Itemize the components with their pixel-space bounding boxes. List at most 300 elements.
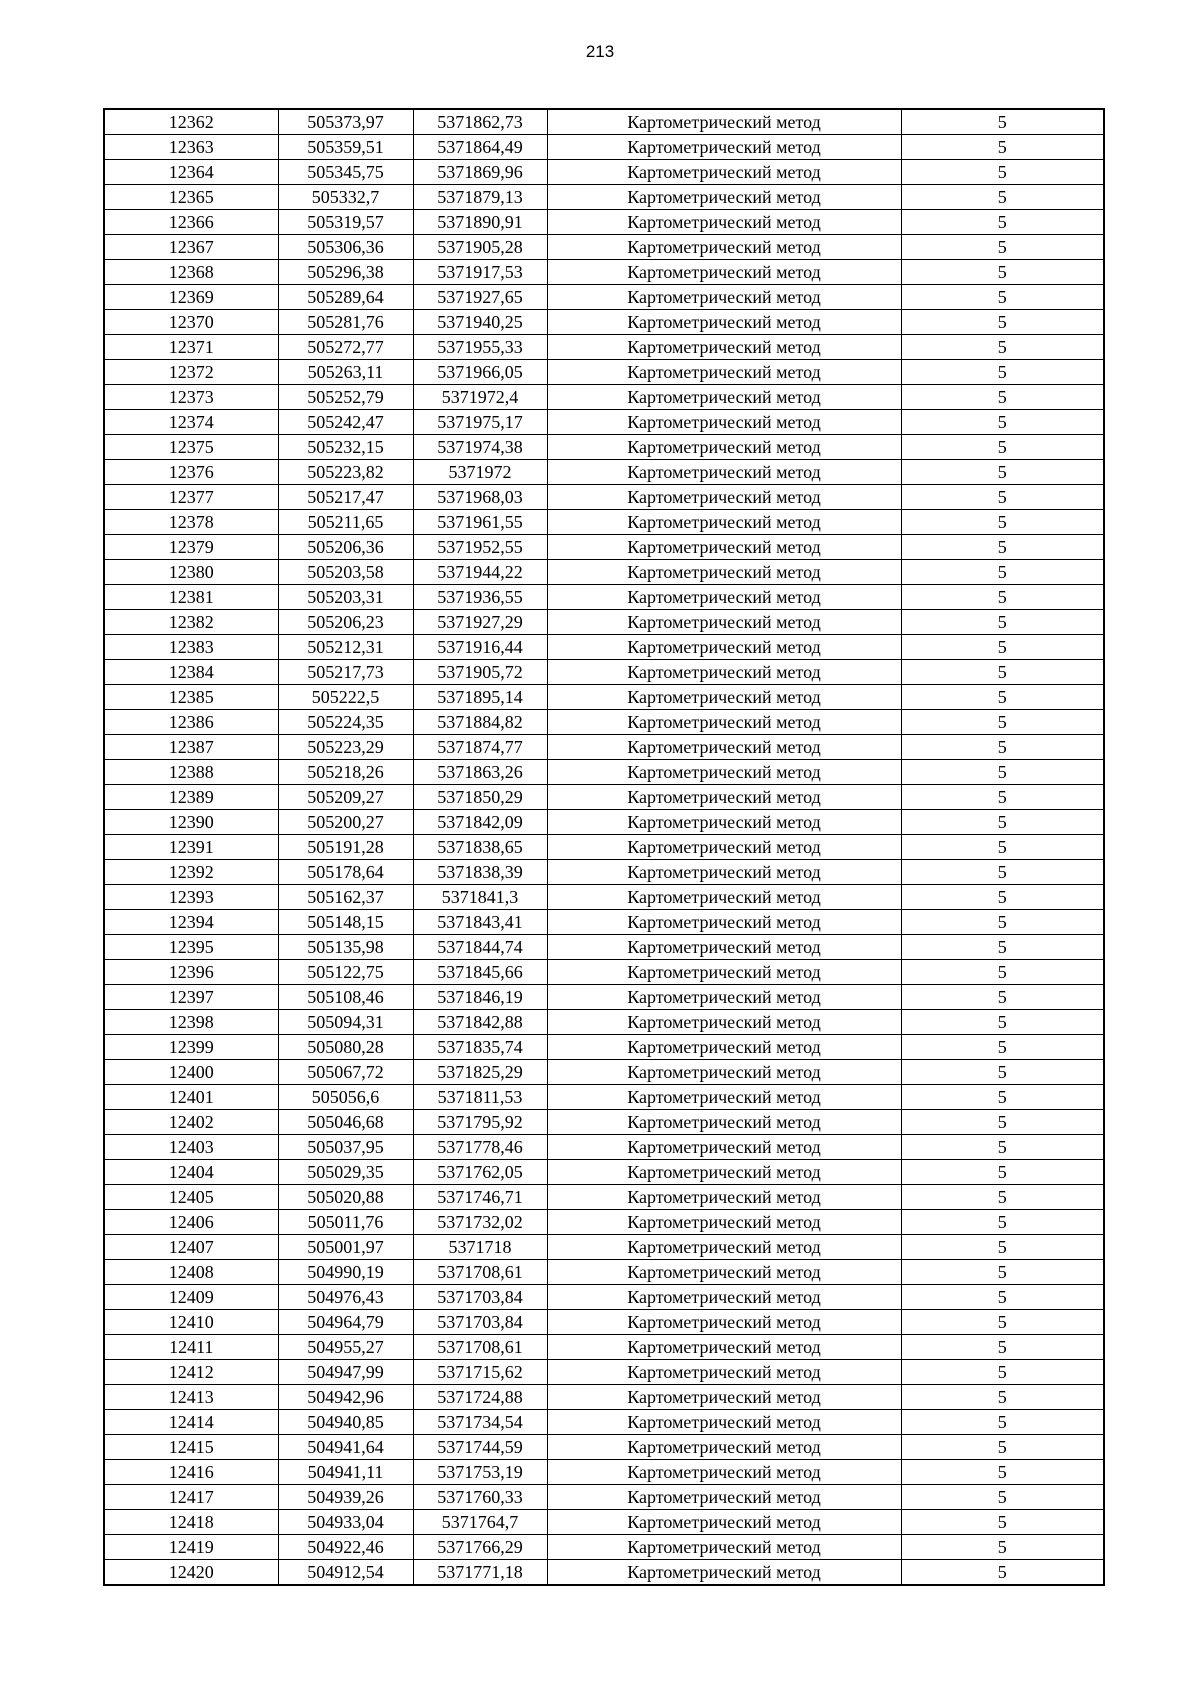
table-row: [104, 1185, 1104, 1210]
method-cell: Картометрический метод: [547, 385, 901, 410]
y-coordinate-cell: 5371843,41: [413, 910, 547, 935]
point-number-cell: 12407: [104, 1235, 278, 1260]
method-cell: Картометрический метод: [547, 635, 901, 660]
table-row: [104, 1360, 1104, 1385]
x-coordinate-cell: 505067,72: [278, 1060, 413, 1085]
point-number-cell: 12365: [104, 185, 278, 210]
table-row: [104, 1010, 1104, 1035]
method-cell: Картометрический метод: [547, 1410, 901, 1435]
method-cell: Картометрический метод: [547, 785, 901, 810]
table-row: [104, 435, 1104, 460]
y-coordinate-cell: 5371972,4: [413, 385, 547, 410]
table-row: [104, 1135, 1104, 1160]
table-row: [104, 410, 1104, 435]
method-cell: Картометрический метод: [547, 360, 901, 385]
y-coordinate-cell: 5371862,73: [413, 109, 547, 135]
point-number-cell: 12413: [104, 1385, 278, 1410]
accuracy-cell: 5: [901, 710, 1104, 735]
accuracy-cell: 5: [901, 1210, 1104, 1235]
method-cell: Картометрический метод: [547, 310, 901, 335]
point-number-cell: 12371: [104, 335, 278, 360]
y-coordinate-cell: 5371845,66: [413, 960, 547, 985]
table-row: [104, 610, 1104, 635]
y-coordinate-cell: 5371966,05: [413, 360, 547, 385]
y-coordinate-cell: 5371952,55: [413, 535, 547, 560]
point-number-cell: 12414: [104, 1410, 278, 1435]
y-coordinate-cell: 5371884,82: [413, 710, 547, 735]
point-number-cell: 12391: [104, 835, 278, 860]
point-number-cell: 12417: [104, 1485, 278, 1510]
table-row: [104, 1110, 1104, 1135]
accuracy-cell: 5: [901, 1410, 1104, 1435]
x-coordinate-cell: 505242,47: [278, 410, 413, 435]
method-cell: Картометрический метод: [547, 1235, 901, 1260]
table-row: [104, 1560, 1104, 1586]
point-number-cell: 12385: [104, 685, 278, 710]
table-row: [104, 1060, 1104, 1085]
x-coordinate-cell: 505211,65: [278, 510, 413, 535]
method-cell: Картометрический метод: [547, 185, 901, 210]
table-row: [104, 1035, 1104, 1060]
accuracy-cell: 5: [901, 860, 1104, 885]
point-number-cell: 12377: [104, 485, 278, 510]
accuracy-cell: 5: [901, 435, 1104, 460]
x-coordinate-cell: 504933,04: [278, 1510, 413, 1535]
y-coordinate-cell: 5371863,26: [413, 760, 547, 785]
y-coordinate-cell: 5371927,65: [413, 285, 547, 310]
table-row: [104, 1310, 1104, 1335]
table-row: [104, 860, 1104, 885]
accuracy-cell: 5: [901, 310, 1104, 335]
point-number-cell: 12366: [104, 210, 278, 235]
accuracy-cell: 5: [901, 460, 1104, 485]
x-coordinate-cell: 505223,29: [278, 735, 413, 760]
y-coordinate-cell: 5371864,49: [413, 135, 547, 160]
table-row: [104, 485, 1104, 510]
accuracy-cell: 5: [901, 1085, 1104, 1110]
table-row: [104, 335, 1104, 360]
x-coordinate-cell: 505029,35: [278, 1160, 413, 1185]
method-cell: Картометрический метод: [547, 460, 901, 485]
table-row: [104, 760, 1104, 785]
method-cell: Картометрический метод: [547, 685, 901, 710]
accuracy-cell: 5: [901, 635, 1104, 660]
table-row: [104, 1210, 1104, 1235]
x-coordinate-cell: 505135,98: [278, 935, 413, 960]
table-row: [104, 785, 1104, 810]
point-number-cell: 12387: [104, 735, 278, 760]
accuracy-cell: 5: [901, 960, 1104, 985]
point-number-cell: 12372: [104, 360, 278, 385]
method-cell: Картометрический метод: [547, 285, 901, 310]
x-coordinate-cell: 505148,15: [278, 910, 413, 935]
accuracy-cell: 5: [901, 1260, 1104, 1285]
x-coordinate-cell: 505209,27: [278, 785, 413, 810]
x-coordinate-cell: 505252,79: [278, 385, 413, 410]
y-coordinate-cell: 5371968,03: [413, 485, 547, 510]
table-row: [104, 160, 1104, 185]
method-cell: Картометрический метод: [547, 435, 901, 460]
accuracy-cell: 5: [901, 235, 1104, 260]
point-number-cell: 12410: [104, 1310, 278, 1335]
accuracy-cell: 5: [901, 1185, 1104, 1210]
x-coordinate-cell: 504940,85: [278, 1410, 413, 1435]
accuracy-cell: 5: [901, 985, 1104, 1010]
point-number-cell: 12399: [104, 1035, 278, 1060]
point-number-cell: 12390: [104, 810, 278, 835]
table-row: [104, 660, 1104, 685]
x-coordinate-cell: 504964,79: [278, 1310, 413, 1335]
accuracy-cell: 5: [901, 210, 1104, 235]
accuracy-cell: 5: [901, 1035, 1104, 1060]
point-number-cell: 12420: [104, 1560, 278, 1586]
y-coordinate-cell: 5371715,62: [413, 1360, 547, 1385]
point-number-cell: 12388: [104, 760, 278, 785]
y-coordinate-cell: 5371895,14: [413, 685, 547, 710]
y-coordinate-cell: 5371718: [413, 1235, 547, 1260]
table-row: [104, 109, 1104, 135]
y-coordinate-cell: 5371841,3: [413, 885, 547, 910]
y-coordinate-cell: 5371944,22: [413, 560, 547, 585]
accuracy-cell: 5: [901, 910, 1104, 935]
y-coordinate-cell: 5371762,05: [413, 1160, 547, 1185]
accuracy-cell: 5: [901, 285, 1104, 310]
point-number-cell: 12401: [104, 1085, 278, 1110]
point-number-cell: 12362: [104, 109, 278, 135]
method-cell: Картометрический метод: [547, 1310, 901, 1335]
y-coordinate-cell: 5371703,84: [413, 1285, 547, 1310]
table-row: [104, 1460, 1104, 1485]
x-coordinate-cell: 504941,64: [278, 1435, 413, 1460]
table-row: [104, 685, 1104, 710]
accuracy-cell: 5: [901, 1010, 1104, 1035]
point-number-cell: 12408: [104, 1260, 278, 1285]
accuracy-cell: 5: [901, 535, 1104, 560]
point-number-cell: 12363: [104, 135, 278, 160]
method-cell: Картометрический метод: [547, 585, 901, 610]
method-cell: Картометрический метод: [547, 109, 901, 135]
table-row: [104, 185, 1104, 210]
method-cell: Картометрический метод: [547, 135, 901, 160]
table-row: [104, 535, 1104, 560]
table-row: [104, 1160, 1104, 1185]
y-coordinate-cell: 5371724,88: [413, 1385, 547, 1410]
x-coordinate-cell: 505359,51: [278, 135, 413, 160]
method-cell: Картометрический метод: [547, 610, 901, 635]
y-coordinate-cell: 5371744,59: [413, 1435, 547, 1460]
table-row: [104, 385, 1104, 410]
method-cell: Картометрический метод: [547, 560, 901, 585]
table-row: [104, 935, 1104, 960]
method-cell: Картометрический метод: [547, 1110, 901, 1135]
accuracy-cell: 5: [901, 1460, 1104, 1485]
y-coordinate-cell: 5371732,02: [413, 1210, 547, 1235]
accuracy-cell: 5: [901, 685, 1104, 710]
table-row: [104, 310, 1104, 335]
y-coordinate-cell: 5371842,88: [413, 1010, 547, 1035]
x-coordinate-cell: 505162,37: [278, 885, 413, 910]
table-row: [104, 510, 1104, 535]
method-cell: Картометрический метод: [547, 985, 901, 1010]
accuracy-cell: 5: [901, 610, 1104, 635]
point-number-cell: 12379: [104, 535, 278, 560]
y-coordinate-cell: 5371734,54: [413, 1410, 547, 1435]
method-cell: Картометрический метод: [547, 935, 901, 960]
method-cell: Картометрический метод: [547, 210, 901, 235]
table-row: [104, 1085, 1104, 1110]
x-coordinate-cell: 505263,11: [278, 360, 413, 385]
accuracy-cell: 5: [901, 1285, 1104, 1310]
point-number-cell: 12398: [104, 1010, 278, 1035]
table-row: [104, 260, 1104, 285]
method-cell: Картометрический метод: [547, 260, 901, 285]
point-number-cell: 12393: [104, 885, 278, 910]
accuracy-cell: 5: [901, 1435, 1104, 1460]
table-row: [104, 210, 1104, 235]
table-row: [104, 635, 1104, 660]
x-coordinate-cell: 505224,35: [278, 710, 413, 735]
method-cell: Картометрический метод: [547, 1260, 901, 1285]
x-coordinate-cell: 505345,75: [278, 160, 413, 185]
y-coordinate-cell: 5371764,7: [413, 1510, 547, 1535]
table-row: [104, 285, 1104, 310]
method-cell: Картометрический метод: [547, 160, 901, 185]
x-coordinate-cell: 504912,54: [278, 1560, 413, 1586]
accuracy-cell: 5: [901, 1135, 1104, 1160]
accuracy-cell: 5: [901, 1310, 1104, 1335]
table-row: [104, 135, 1104, 160]
method-cell: Картометрический метод: [547, 910, 901, 935]
x-coordinate-cell: 505178,64: [278, 860, 413, 885]
point-number-cell: 12419: [104, 1535, 278, 1560]
x-coordinate-cell: 504976,43: [278, 1285, 413, 1310]
point-number-cell: 12376: [104, 460, 278, 485]
accuracy-cell: 5: [901, 810, 1104, 835]
y-coordinate-cell: 5371890,91: [413, 210, 547, 235]
method-cell: Картометрический метод: [547, 410, 901, 435]
y-coordinate-cell: 5371795,92: [413, 1110, 547, 1135]
point-number-cell: 12367: [104, 235, 278, 260]
table-row: [104, 1235, 1104, 1260]
point-number-cell: 12389: [104, 785, 278, 810]
table-row: [104, 1435, 1104, 1460]
x-coordinate-cell: 505080,28: [278, 1035, 413, 1060]
y-coordinate-cell: 5371838,65: [413, 835, 547, 860]
accuracy-cell: 5: [901, 1535, 1104, 1560]
method-cell: Картометрический метод: [547, 1285, 901, 1310]
table-row: [104, 885, 1104, 910]
table-row: [104, 960, 1104, 985]
x-coordinate-cell: 505200,27: [278, 810, 413, 835]
accuracy-cell: 5: [901, 109, 1104, 135]
accuracy-cell: 5: [901, 1385, 1104, 1410]
y-coordinate-cell: 5371927,29: [413, 610, 547, 635]
method-cell: Картометрический метод: [547, 735, 901, 760]
point-number-cell: 12374: [104, 410, 278, 435]
point-number-cell: 12378: [104, 510, 278, 535]
method-cell: Картометрический метод: [547, 960, 901, 985]
accuracy-cell: 5: [901, 135, 1104, 160]
table-row: [104, 1385, 1104, 1410]
accuracy-cell: 5: [901, 760, 1104, 785]
method-cell: Картометрический метод: [547, 1510, 901, 1535]
method-cell: Картометрический метод: [547, 1210, 901, 1235]
page-number: 213: [585, 42, 615, 61]
y-coordinate-cell: 5371974,38: [413, 435, 547, 460]
table-row: [104, 560, 1104, 585]
x-coordinate-cell: 505206,36: [278, 535, 413, 560]
x-coordinate-cell: 505108,46: [278, 985, 413, 1010]
x-coordinate-cell: 505223,82: [278, 460, 413, 485]
accuracy-cell: 5: [901, 1335, 1104, 1360]
accuracy-cell: 5: [901, 160, 1104, 185]
method-cell: Картометрический метод: [547, 1085, 901, 1110]
y-coordinate-cell: 5371961,55: [413, 510, 547, 535]
method-cell: Картометрический метод: [547, 810, 901, 835]
point-number-cell: 12397: [104, 985, 278, 1010]
y-coordinate-cell: 5371708,61: [413, 1260, 547, 1285]
point-number-cell: 12375: [104, 435, 278, 460]
table-row: [104, 985, 1104, 1010]
accuracy-cell: 5: [901, 560, 1104, 585]
x-coordinate-cell: 505206,23: [278, 610, 413, 635]
x-coordinate-cell: 505094,31: [278, 1010, 413, 1035]
x-coordinate-cell: 505056,6: [278, 1085, 413, 1110]
accuracy-cell: 5: [901, 585, 1104, 610]
y-coordinate-cell: 5371811,53: [413, 1085, 547, 1110]
table-row: [104, 1335, 1104, 1360]
accuracy-cell: 5: [901, 735, 1104, 760]
y-coordinate-cell: 5371842,09: [413, 810, 547, 835]
method-cell: Картометрический метод: [547, 1035, 901, 1060]
point-number-cell: 12382: [104, 610, 278, 635]
method-cell: Картометрический метод: [547, 885, 901, 910]
y-coordinate-cell: 5371703,84: [413, 1310, 547, 1335]
y-coordinate-cell: 5371766,29: [413, 1535, 547, 1560]
method-cell: Картометрический метод: [547, 835, 901, 860]
table-row: [104, 835, 1104, 860]
accuracy-cell: 5: [901, 1360, 1104, 1385]
x-coordinate-cell: 505306,36: [278, 235, 413, 260]
x-coordinate-cell: 505332,7: [278, 185, 413, 210]
method-cell: Картометрический метод: [547, 1435, 901, 1460]
y-coordinate-cell: 5371850,29: [413, 785, 547, 810]
x-coordinate-cell: 505203,58: [278, 560, 413, 585]
accuracy-cell: 5: [901, 360, 1104, 385]
table-row: [104, 710, 1104, 735]
method-cell: Картометрический метод: [547, 335, 901, 360]
y-coordinate-cell: 5371846,19: [413, 985, 547, 1010]
accuracy-cell: 5: [901, 1110, 1104, 1135]
x-coordinate-cell: 505191,28: [278, 835, 413, 860]
point-number-cell: 12395: [104, 935, 278, 960]
point-number-cell: 12404: [104, 1160, 278, 1185]
y-coordinate-cell: 5371869,96: [413, 160, 547, 185]
y-coordinate-cell: 5371778,46: [413, 1135, 547, 1160]
method-cell: Картометрический метод: [547, 1360, 901, 1385]
accuracy-cell: 5: [901, 385, 1104, 410]
x-coordinate-cell: 505222,5: [278, 685, 413, 710]
point-number-cell: 12370: [104, 310, 278, 335]
method-cell: Картометрический метод: [547, 1335, 901, 1360]
y-coordinate-cell: 5371708,61: [413, 1335, 547, 1360]
table-row: [104, 1410, 1104, 1435]
x-coordinate-cell: 505232,15: [278, 435, 413, 460]
x-coordinate-cell: 505218,26: [278, 760, 413, 785]
y-coordinate-cell: 5371753,19: [413, 1460, 547, 1485]
x-coordinate-cell: 505122,75: [278, 960, 413, 985]
accuracy-cell: 5: [901, 1485, 1104, 1510]
point-number-cell: 12364: [104, 160, 278, 185]
table-row: [104, 360, 1104, 385]
method-cell: Картометрический метод: [547, 660, 901, 685]
method-cell: Картометрический метод: [547, 1385, 901, 1410]
method-cell: Картометрический метод: [547, 1185, 901, 1210]
x-coordinate-cell: 504939,26: [278, 1485, 413, 1510]
point-number-cell: 12369: [104, 285, 278, 310]
y-coordinate-cell: 5371905,72: [413, 660, 547, 685]
method-cell: Картометрический метод: [547, 760, 901, 785]
accuracy-cell: 5: [901, 1560, 1104, 1586]
x-coordinate-cell: 504922,46: [278, 1535, 413, 1560]
point-number-cell: 12402: [104, 1110, 278, 1135]
x-coordinate-cell: 505217,73: [278, 660, 413, 685]
table-row: [104, 1260, 1104, 1285]
y-coordinate-cell: 5371975,17: [413, 410, 547, 435]
y-coordinate-cell: 5371972: [413, 460, 547, 485]
y-coordinate-cell: 5371874,77: [413, 735, 547, 760]
accuracy-cell: 5: [901, 1160, 1104, 1185]
point-number-cell: 12416: [104, 1460, 278, 1485]
point-number-cell: 12412: [104, 1360, 278, 1385]
accuracy-cell: 5: [901, 260, 1104, 285]
point-number-cell: 12400: [104, 1060, 278, 1085]
point-number-cell: 12406: [104, 1210, 278, 1235]
point-number-cell: 12383: [104, 635, 278, 660]
table-row: [104, 235, 1104, 260]
method-cell: Картометрический метод: [547, 1060, 901, 1085]
x-coordinate-cell: 504947,99: [278, 1360, 413, 1385]
coordinates-table: [103, 108, 1105, 1586]
method-cell: Картометрический метод: [547, 1160, 901, 1185]
accuracy-cell: 5: [901, 185, 1104, 210]
x-coordinate-cell: 505001,97: [278, 1235, 413, 1260]
x-coordinate-cell: 505319,57: [278, 210, 413, 235]
x-coordinate-cell: 504941,11: [278, 1460, 413, 1485]
table-row: [104, 810, 1104, 835]
point-number-cell: 12415: [104, 1435, 278, 1460]
x-coordinate-cell: 505289,64: [278, 285, 413, 310]
accuracy-cell: 5: [901, 410, 1104, 435]
method-cell: Картометрический метод: [547, 710, 901, 735]
point-number-cell: 12403: [104, 1135, 278, 1160]
method-cell: Картометрический метод: [547, 235, 901, 260]
accuracy-cell: 5: [901, 885, 1104, 910]
accuracy-cell: 5: [901, 785, 1104, 810]
table-body: [104, 109, 1104, 1585]
table-row: [104, 1285, 1104, 1310]
method-cell: Картометрический метод: [547, 1560, 901, 1586]
accuracy-cell: 5: [901, 1235, 1104, 1260]
y-coordinate-cell: 5371844,74: [413, 935, 547, 960]
point-number-cell: 12392: [104, 860, 278, 885]
accuracy-cell: 5: [901, 935, 1104, 960]
table-row: [104, 910, 1104, 935]
method-cell: Картометрический метод: [547, 1485, 901, 1510]
point-number-cell: 12394: [104, 910, 278, 935]
x-coordinate-cell: 505020,88: [278, 1185, 413, 1210]
x-coordinate-cell: 505217,47: [278, 485, 413, 510]
